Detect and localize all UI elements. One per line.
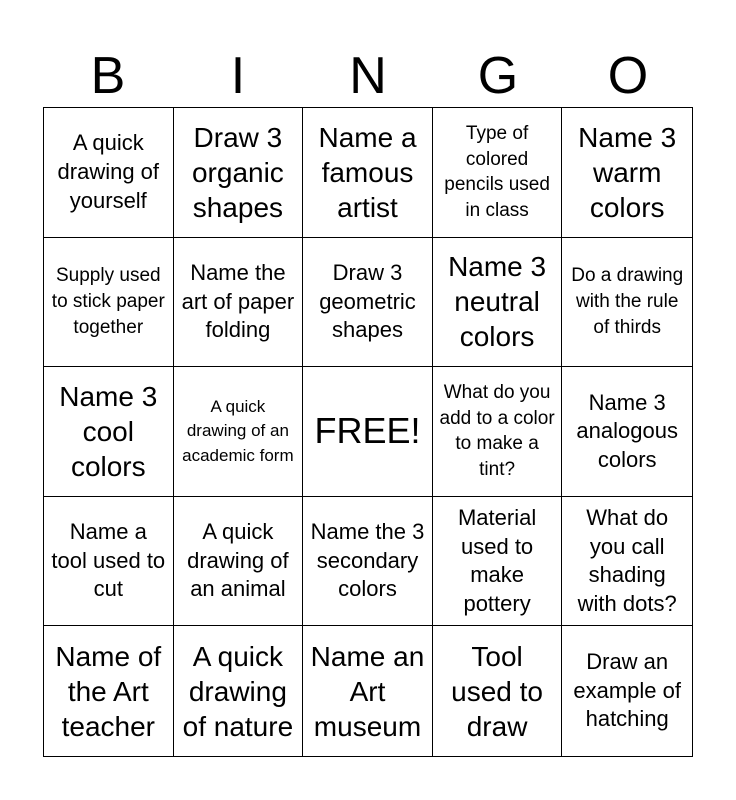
cell-text: A quick drawing of nature	[182, 640, 294, 742]
cell-text: What do you add to a color to make a tint?	[439, 382, 555, 481]
bingo-cell[interactable]	[44, 108, 174, 238]
cell-text: A quick drawing of yourself	[57, 130, 160, 213]
cell-text: Name 3 cool colors	[59, 380, 158, 482]
cell-text: Type of colored pencils used in class	[444, 123, 550, 221]
cell-text: Name an Art museum	[310, 640, 425, 742]
cell-text: Tool used to draw	[451, 640, 544, 742]
bingo-cell[interactable]	[44, 367, 174, 497]
bingo-cell[interactable]	[174, 626, 304, 756]
cell-text: Draw 3 organic shapes	[191, 121, 284, 223]
bingo-cell[interactable]	[433, 367, 563, 497]
cell-text: Name the 3 secondary colors	[310, 519, 425, 602]
cell-text: Name 3 analogous colors	[576, 389, 678, 472]
bingo-header	[43, 44, 693, 108]
header-letter-b: B	[90, 47, 126, 105]
free-space-text: FREE!	[314, 410, 421, 452]
bingo-cell[interactable]	[44, 626, 174, 756]
bingo-cell[interactable]	[303, 497, 433, 627]
header-letter-g: G	[477, 47, 519, 105]
bingo-cell[interactable]	[562, 626, 692, 756]
bingo-board	[43, 107, 693, 757]
header-letter-o: O	[607, 47, 649, 105]
bingo-cell[interactable]	[174, 367, 304, 497]
bingo-cell[interactable]	[44, 497, 174, 627]
cell-text: Name a tool used to cut	[51, 519, 166, 602]
cell-text: Draw an example of hatching	[573, 649, 681, 732]
cell-text: Name a famous artist	[318, 121, 417, 223]
cell-text: Name 3 warm colors	[578, 121, 677, 223]
cell-text: Name 3 neutral colors	[448, 251, 547, 353]
cell-text: A quick drawing of an academic form	[182, 396, 294, 465]
bingo-cell[interactable]	[433, 497, 563, 627]
bingo-cell[interactable]	[433, 238, 563, 368]
bingo-cell[interactable]	[303, 626, 433, 756]
cell-text: Supply used to stick paper together	[51, 265, 165, 338]
bingo-cell[interactable]	[562, 108, 692, 238]
bingo-cell[interactable]	[562, 497, 692, 627]
bingo-cell[interactable]	[174, 497, 304, 627]
bingo-cell[interactable]	[562, 238, 692, 368]
bingo-cell[interactable]	[433, 108, 563, 238]
bingo-cell[interactable]	[303, 238, 433, 368]
bingo-cell[interactable]	[174, 238, 304, 368]
cell-text: Name the art of paper folding	[181, 260, 295, 343]
cell-text: Do a drawing with the rule of thirds	[571, 265, 684, 338]
bingo-cell[interactable]	[433, 626, 563, 756]
bingo-cell[interactable]	[562, 367, 692, 497]
cell-text: A quick drawing of an animal	[187, 519, 289, 602]
bingo-cell[interactable]	[303, 108, 433, 238]
cell-text: Draw 3 geometric shapes	[319, 260, 416, 343]
free-space-cell[interactable]	[303, 367, 433, 497]
cell-text: Material used to make pottery	[457, 504, 537, 616]
cell-text: What do you call shading with dots?	[577, 504, 677, 616]
bingo-cell[interactable]	[44, 238, 174, 368]
bingo-cell[interactable]	[174, 108, 304, 238]
header-letter-i: I	[230, 47, 246, 105]
cell-text: Name of the Art teacher	[55, 640, 162, 742]
header-letter-n: N	[349, 47, 387, 105]
